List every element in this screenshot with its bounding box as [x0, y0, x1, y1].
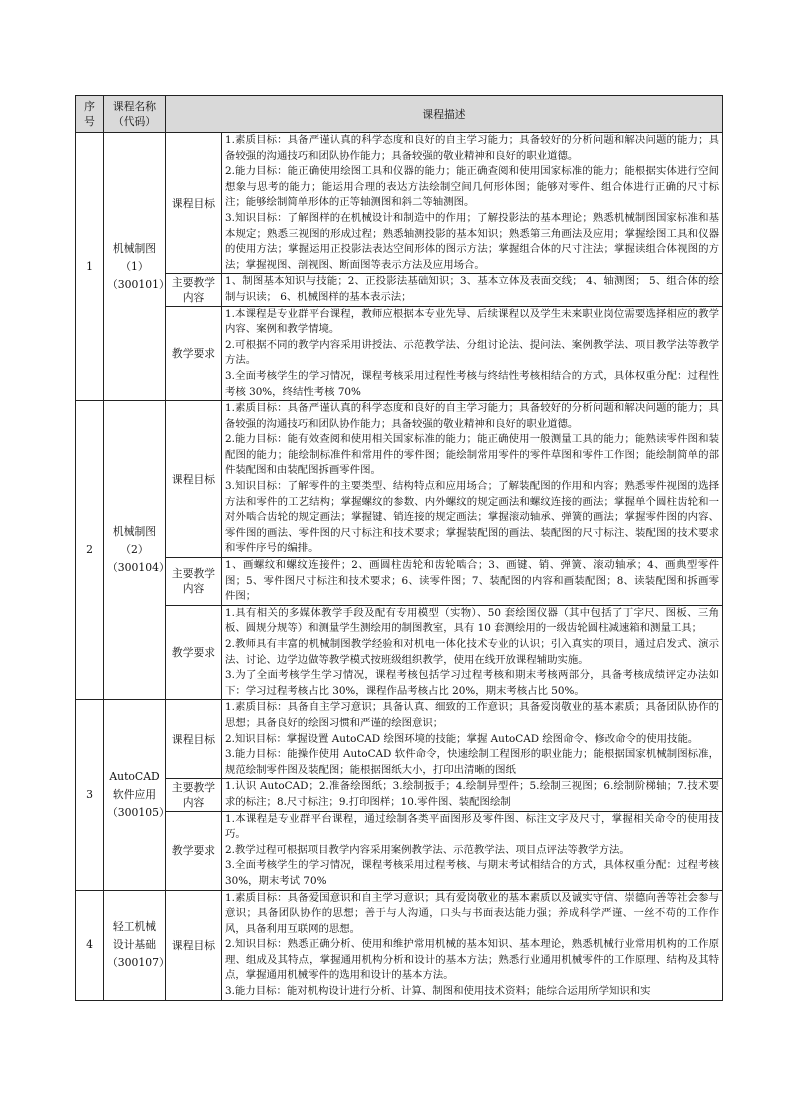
goal-item: 3.知识目标：了解零件的主要类型、结构特点和应用场合；了解装配图的作用和内容；熟悉零件视图的选择方法和零件的工艺结构；掌握螺纹的参数、内外螺纹的规定画法和螺纹连接的画法；掌握单个圆柱齿轮和一对外啮合齿轮的规定画法；掌握键、销连接的规定画法；掌握滚动轴承、弹簧的画法；掌握零件图的内容、零件图的画法、零件图的尺寸标注和技术要求；掌握装配图的画法、装配图的尺寸标注、装配图的技术要求和零件序号的编排。 [225, 480, 719, 555]
goal-text [222, 401, 723, 558]
req-item: 2.可根据不同的教学内容采用讲授法、示范教学法、分组讨论法、提问法、案例教学法、项目教学法等教学方法。 [225, 338, 719, 367]
req-text [222, 605, 723, 700]
goal-text [222, 700, 723, 779]
course-2-req-row [76, 605, 723, 700]
header-row [76, 96, 723, 133]
goal-item: 2.能力目标：能正确使用绘图工具和仪器的能力；能正确查阅和使用国家标准的能力；能根据实体进行空间想象与思考的能力；能运用合理的表达方法绘制空间几何形体图；能够对零件、组合体进行正确的尺寸标注；能够绘制简单形体的正等轴测图和斜二等轴测图。 [225, 165, 719, 209]
course-name [104, 700, 170, 890]
course-name-line: 机械制图 [112, 241, 157, 255]
content-text [222, 274, 723, 306]
goal-item: 3.能力目标：能对机构设计进行分析、计算、制图和使用技术资料；能综合运用所学知识和实 [225, 985, 651, 998]
course-2-goal-row [76, 401, 723, 558]
course-1-content-row [76, 274, 723, 306]
course-table [75, 95, 723, 1001]
course-name-line: AutoCAD [109, 769, 160, 783]
course-2-content-row [76, 558, 723, 606]
req-item: 2.教学过程可根据项目教学内容采用案例教学法、示范教学法、项目点评法等教学方法。 [225, 843, 630, 856]
course-name [104, 133, 170, 401]
content-label: 主要教学内容 [166, 558, 222, 606]
course-code: （300101） [107, 277, 170, 291]
goal-item: 2.知识目标：掌握设置 AutoCAD 绘图环境的技能；掌握 AutoCAD 绘图命令、修改命令的使用技能。 [225, 732, 699, 745]
course-3-req-row [76, 811, 723, 890]
goal-text [222, 133, 723, 274]
req-text [222, 811, 723, 890]
content-item: 1、画螺纹和螺纹连接件；2、画圆柱齿轮和齿轮啮合；3、画键、销、弹簧、滚动轴承；4、画典型零件图；5、零件图尺寸标注和技术要求；6、读零件图；7、装配图的内容和画装配图；8、读装配图和拆画零件图； [225, 559, 719, 603]
content-item: 1.认识 AutoCAD；2.准备绘图纸；3.绘制扳手；4.绘制异型件；5.绘制三视图；6.绘制阶梯轴；7.技术要求的标注；8.尺寸标注；9.打印图样；10.零件图、装配图绘制 [225, 780, 719, 808]
course-code: （300105） [107, 805, 170, 819]
course-3-content-row [76, 779, 723, 811]
goal-label: 课程目标 [166, 700, 222, 779]
course-4-goal-row [76, 890, 723, 1000]
req-label: 教学要求 [166, 605, 222, 700]
goal-label: 课程目标 [166, 133, 222, 274]
course-name-line: （1） [120, 259, 149, 273]
goal-item: 1.素质目标：具备自主学习意识；具备认真、细致的工作意识；具备爱岗敬业的基本素质；具备团队协作的思想；具备良好的绘图习惯和严谨的绘图意识； [225, 701, 719, 729]
req-text [222, 306, 723, 401]
content-label: 主要教学内容 [166, 274, 222, 306]
content-text [222, 779, 723, 811]
goal-item: 1.素质目标：具备爱国意识和自主学习意识；具有爱岗敬业的基本素质以及诚实守信、崇德向善等社会参与意识；具备团队协作的思想；善于与人沟通，口头与书面表达能力强；养成科学严谨、一丝不苟的工作作风，具备利用互联网的思想。 [225, 891, 719, 935]
goal-item: 2.知识目标：熟悉正确分析、使用和维护常用机械的基本知识、基本理论，熟悉机械行业常用机构的工作原理、组成及其特点，掌握通用机构分析和设计的基本方法；熟悉行业通用机械零件的工作原理、结构及其特点，掌握通用机械零件的选用和设计的基本方法。 [225, 938, 719, 982]
header-no: 序号 [76, 96, 104, 133]
course-number: 4 [76, 890, 104, 1000]
req-item: 1.具有相关的多媒体教学手段及配有专用模型（实物）、50 套绘图仪器（其中包括了丁字尺、图板、三角板、圆规分规等）和测量学生测绘用的制图教室，具有 10 套测绘用的一级齿轮圆柱减速箱和测量工具； [225, 606, 719, 635]
req-label: 教学要求 [166, 811, 222, 890]
course-1-req-row [76, 306, 723, 401]
course-name-line: （2） [120, 543, 149, 557]
course-number: 3 [76, 700, 104, 890]
goal-label: 课程目标 [166, 401, 222, 558]
goal-text [222, 890, 723, 1000]
course-name [104, 401, 170, 700]
goal-item: 1.素质目标：具备严谨认真的科学态度和良好的自主学习能力；具备较好的分析问题和解决问题的能力；具备较强的沟通技巧和团队协作能力；具备较强的敬业精神和良好的职业道德。 [225, 402, 719, 430]
req-item: 3.全面考核学生的学习情况，课程考核采用过程考核、与期末考试相结合的方式，具体权重分配：过程考核 30%，期末考试 70% [225, 859, 719, 887]
course-3-goal-row [76, 700, 723, 779]
goal-item: 3.知识目标：了解图样的在机械设计和制造中的作用；了解投影法的基本理论；熟悉机械制图国家标准和基本规定；熟悉三视图的形成过程；熟悉轴测投影的基本知识；熟悉第三角画法及应用；掌握绘图工具和仪器的使用方法；掌握运用正投影法表达空间形体的图示方法；掌握组合体的尺寸注法；掌握读组合体视图的方法；掌握视图、剖视图、断面图等表示方法及应用场合。 [225, 211, 719, 271]
req-item: 1.本课程是专业群平台课程，通过绘制各类平面图形及零件图、标注文字及尺寸，掌握相关命令的使用技巧。 [225, 812, 719, 841]
header-name: 课程名称（代码） [104, 96, 166, 133]
req-label: 教学要求 [166, 306, 222, 401]
course-number: 1 [76, 133, 104, 401]
course-name [104, 890, 170, 1000]
header-desc: 课程描述 [166, 96, 723, 133]
course-name-line: 设计基础 [112, 938, 157, 952]
req-item: 3.为了全面考核学生学习情况，课程考核包括学习过程考核和期末考核两部分，具备考核成绩评定办法如下：学习过程考核占比 30%，课程作品考核占比 20%，期末考核占比 50%。 [225, 669, 719, 697]
req-item: 3.全面考核学生的学习情况，课程考核采用过程性考核与终结性考核相结合的方式，具体权重分配：过程性考核 30%，终结性考核 70% [225, 369, 719, 398]
content-label: 主要教学内容 [166, 779, 222, 811]
course-code: （300107） [107, 956, 170, 970]
course-name-line: 软件应用 [112, 787, 157, 801]
content-text [222, 558, 723, 606]
req-item: 2.教师具有丰富的机械制图教学经验和对机电一体化技术专业的认识；引入真实的项目，通过启发式、演示法、讨论、边学边做等教学模式按班级组织教学，使用在线开放课程辅助实施。 [225, 638, 719, 666]
content-item: 1、制图基本知识与技能；2、正投影法基础知识；3、基本立体及表面交线； 4、轴测图； 5、组合体的绘制与识读； 6、机械图样的基本表示法； [225, 275, 719, 303]
req-item: 1.本课程是专业群平台课程，教师应根据本专业先导、后续课程以及学生未来职业岗位需要选择相应的教学内容、案例和教学情境。 [225, 307, 719, 336]
goal-item: 3.能力目标：能操作使用 AutoCAD 软件命令，快速绘制工程图形的职业能力；能根据国家机械制图标准，规范绘制零件图及装配图；能根据图纸大小，打印出清晰的图纸 [225, 748, 719, 776]
course-name-line: 轻工机械 [112, 920, 157, 934]
goal-label: 课程目标 [166, 890, 222, 1000]
goal-item: 1.素质目标：具备严谨认真的科学态度和良好的自主学习能力；具备较好的分析问题和解决问题的能力；具备较强的沟通技巧和团队协作能力；具备较强的敬业精神和良好的职业道德。 [225, 134, 719, 162]
course-number: 2 [76, 401, 104, 700]
course-name-line: 机械制图 [112, 525, 157, 539]
goal-item: 2.能力目标：能有效查阅和使用相关国家标准的能力；能正确使用一般测量工具的能力；能熟读零件图和装配图的能力；能绘制标准件和常用件的零件图；能绘制常用零件的零件草图和零件工作图；能绘制简单的部件装配图和由装配图拆画零件图。 [225, 433, 719, 477]
course-1-goal-row [76, 133, 723, 274]
course-code: （300104） [107, 561, 170, 575]
